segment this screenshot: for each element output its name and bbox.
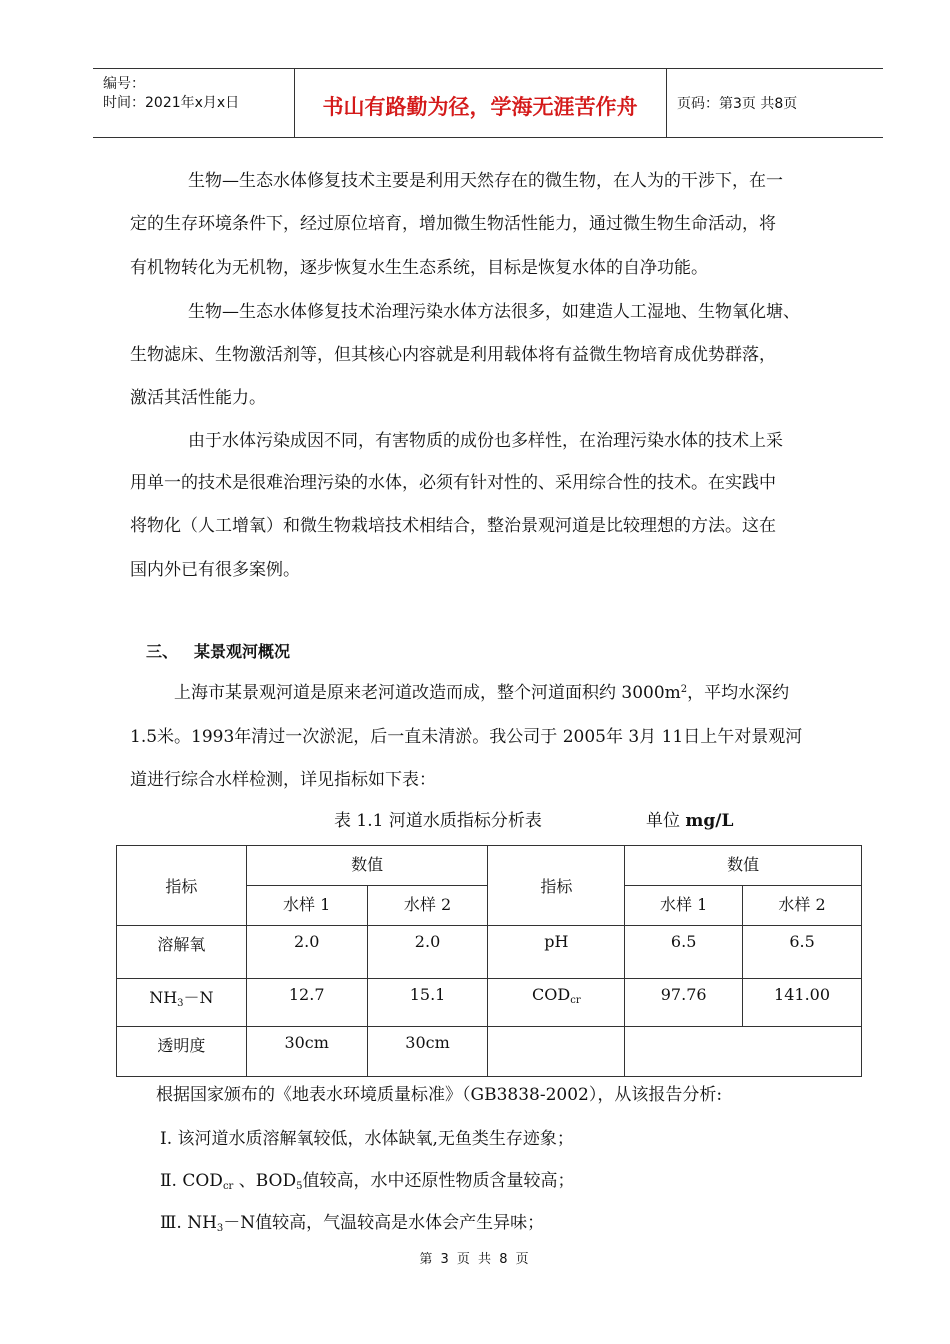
area-unit-superscript: 2 <box>680 684 688 695</box>
header-value-right: 数值 <box>625 846 862 886</box>
para1-line2: 定的生存环境条件下，经过原位培育，增加微生物活性能力，通过微生物生命活动，将 <box>130 214 776 234</box>
item2-sub-5: 5 <box>296 1181 303 1192</box>
row2-sample1-left: 12.7 <box>246 979 367 1027</box>
cod-a: COD <box>532 985 571 1004</box>
row1-sample2-right: 6.5 <box>743 926 862 979</box>
section-intro-line3: 道进行综合水样检测，详见指标如下表： <box>130 770 436 790</box>
para1-line3: 有机物转化为无机物，逐步恢复水生生态系统，目标是恢复水体的自净功能。 <box>130 258 708 278</box>
section-title: 某景观河概况 <box>194 642 291 661</box>
para3-line2: 用单一的技术是很难治理污染的水体，必须有针对性的、采用综合性的技术。在实践中 <box>130 473 776 493</box>
table-unit <box>646 806 733 831</box>
analysis-item-1: Ⅰ. 该河道水质溶解氧较低，水体缺氧,无鱼类生存迹象； <box>160 1129 574 1149</box>
row3-sample2-left: 30cm <box>367 1027 488 1077</box>
row2-sample2-right: 141.00 <box>743 979 862 1027</box>
row1-indicator-right: pH <box>488 926 625 979</box>
intro-line1-b: ，平均水深约 <box>687 683 790 703</box>
table-row <box>117 979 862 1027</box>
doc-time-label: 时间：2021年x月x日 <box>103 95 240 111</box>
row3-indicator-right <box>488 1027 625 1077</box>
item2-b: 、BOD <box>233 1171 297 1191</box>
header-sample2-left: 水样 2 <box>367 886 488 926</box>
para3-line4: 国内外已有很多案例。 <box>130 560 300 580</box>
nh3n-b: －N <box>183 988 214 1007</box>
analysis-item-2 <box>160 1166 574 1192</box>
row1-sample1-right: 6.5 <box>625 926 743 979</box>
row2-sample1-right: 97.76 <box>625 979 743 1027</box>
analysis-item-3 <box>160 1208 544 1234</box>
item2-c: 值较高，水中还原性物质含量较高； <box>302 1171 575 1191</box>
table-unit-label: 单位 <box>646 811 686 831</box>
row2-indicator-left <box>117 979 247 1027</box>
para1-line1: 生物—生态水体修复技术主要是利用天然存在的微生物，在人为的干涉下，在一 <box>188 171 783 191</box>
nh3n-a: NH <box>149 988 178 1007</box>
header-meta-cell <box>93 69 295 137</box>
row2-indicator-right <box>488 979 625 1027</box>
row2-sample2-left: 15.1 <box>367 979 488 1027</box>
table-row <box>117 926 862 979</box>
water-quality-table <box>116 845 862 1077</box>
item3-a: Ⅲ. NH <box>160 1213 217 1233</box>
cod-sub: cr <box>570 995 581 1006</box>
row3-indicator-left: 透明度 <box>117 1027 247 1077</box>
header-sample1-right: 水样 1 <box>625 886 743 926</box>
doc-code-label: 编号： <box>103 76 145 92</box>
para2-line1: 生物—生态水体修复技术治理污染水体方法很多，如建造人工湿地、生物氧化塘、 <box>188 302 800 322</box>
para2-line2: 生物滤床、生物激活剂等，但其核心内容就是利用载体将有益微生物培育成优势群落， <box>130 345 776 365</box>
row3-values-right <box>625 1027 862 1077</box>
item2-a: Ⅱ. COD <box>160 1171 223 1191</box>
table-caption: 表 1.1 河道水质指标分析表 <box>334 811 542 831</box>
para3-line1: 由于水体污染成因不同，有害物质的成份也多样性，在治理污染水体的技术上采 <box>188 431 783 451</box>
table-row <box>117 1027 862 1077</box>
header-sample2-right: 水样 2 <box>743 886 862 926</box>
item3-sub: 3 <box>216 1223 224 1234</box>
table-header-row <box>117 846 862 886</box>
row1-indicator-left: 溶解氧 <box>117 926 247 979</box>
section-number: 三、 <box>146 642 179 661</box>
intro-line1-a: 上海市某景观河道是原来老河道改造而成，整个河道面积约 3000m <box>174 683 681 703</box>
page-footer: 第 3 页 共 8 页 <box>419 1252 531 1267</box>
header-value-left: 数值 <box>246 846 488 886</box>
row1-sample2-left: 2.0 <box>367 926 488 979</box>
analysis-intro: 根据国家颁布的《地表水环境质量标准》（GB3838-2002），从该报告分析: <box>156 1085 723 1105</box>
header-motto: 书山有路勤为径，学海无涯苦作舟 <box>322 95 638 119</box>
item3-b: －N值较高，气温较高是水体会产生异味； <box>223 1213 545 1233</box>
item2-sub-cr: cr <box>222 1181 234 1192</box>
table-unit-value: mg/L <box>685 811 734 831</box>
section-intro-line2: 1.5米。1993年清过一次淤泥，后一直未清淤。我公司于 2005年 3月 11日上午对景观河 <box>130 727 803 747</box>
header-sample1-left: 水样 1 <box>246 886 367 926</box>
header-page-number: 页码：第3页 共8页 <box>677 96 798 112</box>
page-header <box>93 68 883 138</box>
row1-sample1-left: 2.0 <box>246 926 367 979</box>
header-indicator-left: 指标 <box>117 846 247 926</box>
section-intro-line1 <box>174 678 789 703</box>
para3-line3: 将物化（人工增氧）和微生物栽培技术相结合，整治景观河道是比较理想的方法。这在 <box>130 516 776 536</box>
nh3n-sub: 3 <box>177 998 184 1009</box>
para2-line3: 激活其活性能力。 <box>130 388 266 408</box>
header-motto-cell <box>294 69 667 137</box>
header-indicator-right: 指标 <box>488 846 625 926</box>
row3-sample1-left: 30cm <box>246 1027 367 1077</box>
header-page-cell <box>667 69 883 137</box>
